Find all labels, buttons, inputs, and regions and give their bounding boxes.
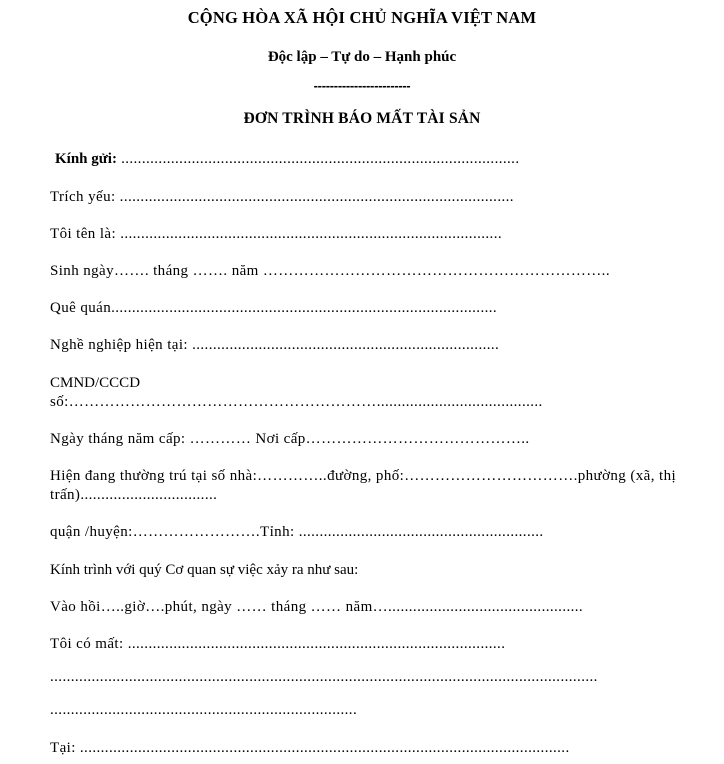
filler-line-1[interactable]: .................................................................................................................................... — [50, 669, 598, 686]
field-district-province[interactable]: quận /huyện:…………………….Tỉnh: ........................................................... — [50, 524, 544, 541]
field-lost-items[interactable]: Tôi có mất: ........................................................................................... — [50, 636, 506, 653]
field-residence[interactable]: Hiện đang thường trú tại số nhà:…………..đường, phố:…………………………….phường (xã, thị — [50, 468, 677, 485]
national-title: CỘNG HÒA XÃ HỘI CHỦ NGHĨA VIỆT NAM — [187, 8, 537, 27]
field-subject[interactable]: Trích yếu: ............................................................................................... — [50, 188, 514, 205]
document-header — [0, 0, 724, 128]
document-title: ĐƠN TRÌNH BÁO MẤT TÀI SẢN — [243, 109, 481, 127]
field-id-number[interactable]: số:……………………………………………………........................................ — [50, 393, 543, 410]
field-recipient-label: Kính gửi: — [55, 151, 117, 168]
field-residence-continued[interactable]: trấn)................................. — [50, 487, 218, 504]
national-motto: Độc lập – Tự do – Hạnh phúc — [267, 48, 457, 65]
filler-lines — [50, 654, 690, 720]
field-id-label: CMND/CCCD — [50, 374, 141, 391]
field-birth-date[interactable]: Sinh ngày……. tháng ……. năm ………………………………………………………….. — [50, 262, 610, 279]
statement-intro: Kính trình với quý Cơ quan sự việc xảy ra như sau: — [50, 561, 359, 578]
form-body — [0, 128, 724, 757]
divider-rule: ------------------------ — [313, 77, 411, 93]
field-occupation[interactable]: Nghề nghiệp hiện tại: .......................................................................... — [50, 337, 500, 354]
field-hometown[interactable]: Quê quán............................................................................................. — [50, 300, 498, 317]
field-location[interactable]: Tại: ...................................................................................................................... — [50, 739, 570, 756]
field-incident-time[interactable]: Vào hồi…..giờ….phút, ngày …… tháng …… năm…............................................... — [50, 598, 584, 615]
field-recipient-dots[interactable]: ................................................................................................ — [116, 151, 520, 168]
field-recipient — [50, 150, 690, 169]
field-full-name[interactable]: Tôi tên là: ............................................................................................ — [50, 225, 502, 242]
field-id-issue[interactable]: Ngày tháng năm cấp: ………… Nơi cấp…………………………………….. — [50, 430, 530, 447]
filler-line-2[interactable]: .......................................................................... — [50, 702, 358, 719]
